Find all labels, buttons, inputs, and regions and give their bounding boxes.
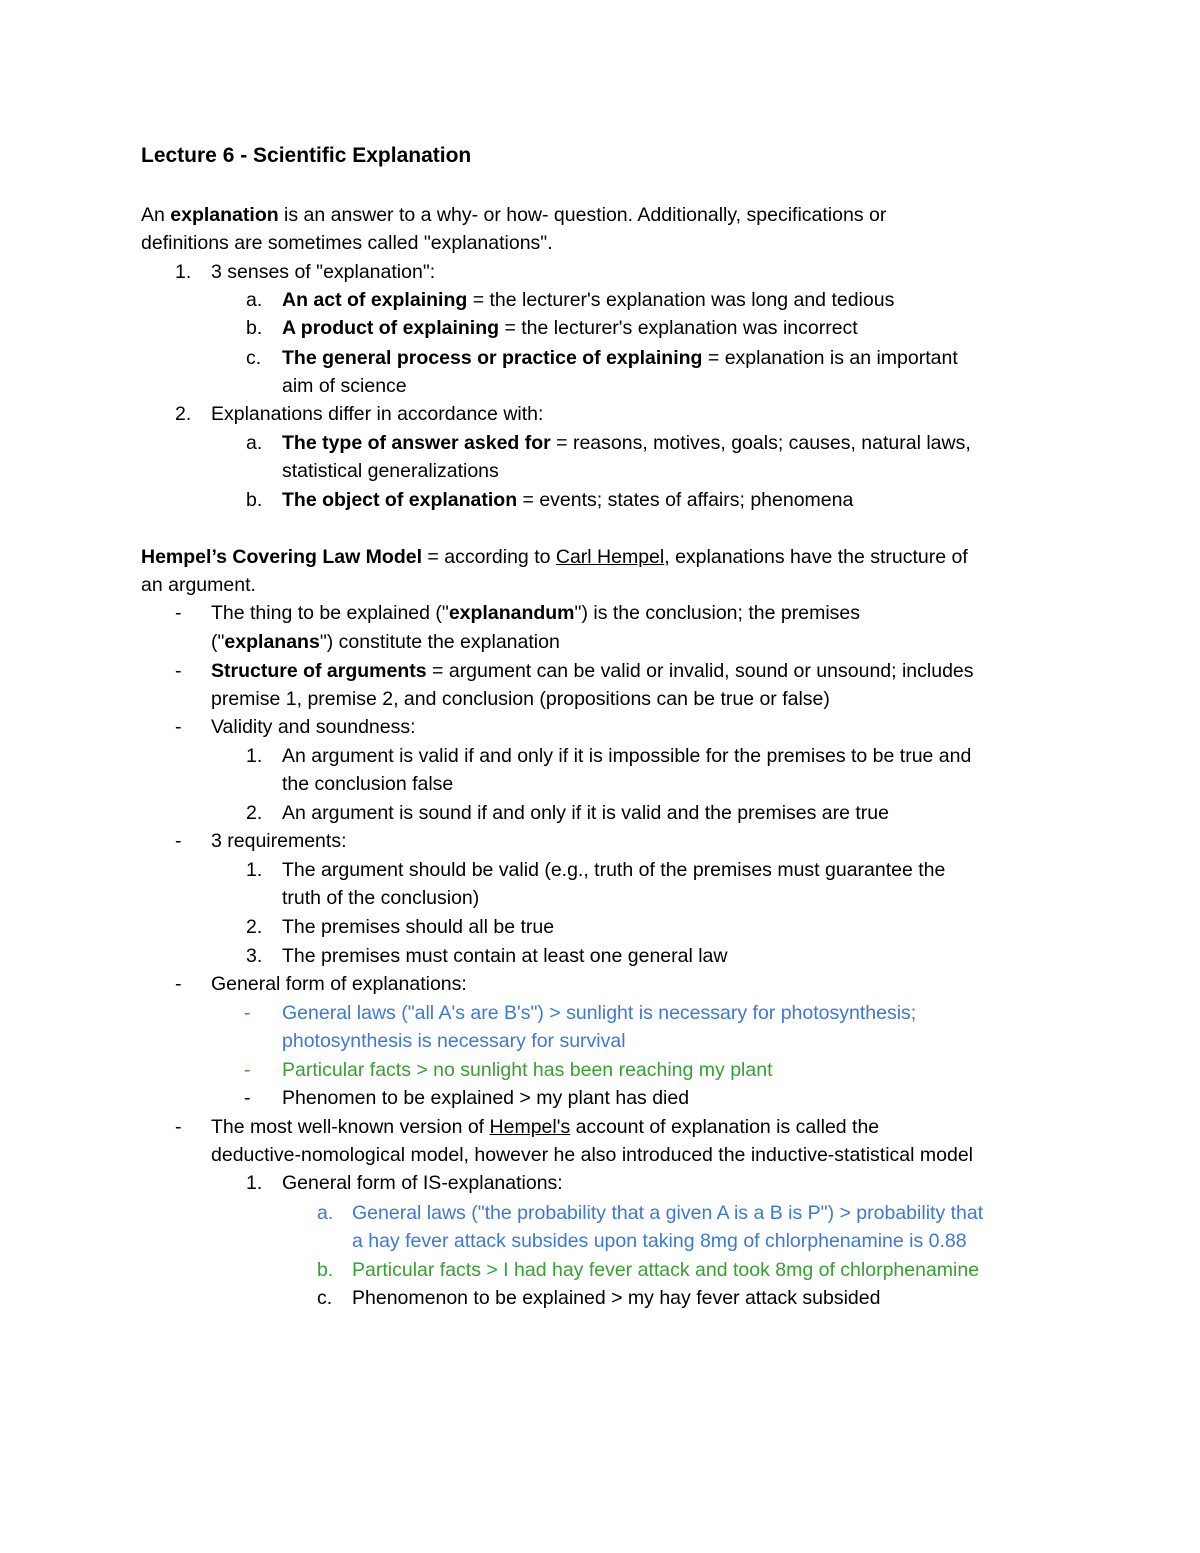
list-marker: 1. [246, 1172, 263, 1194]
text-run: = the lecturer's explanation was incorrect [499, 317, 858, 339]
bold-term: explanation [170, 204, 279, 226]
text-run: The thing to be explained (" [211, 602, 449, 624]
list-bullet: - [175, 716, 182, 738]
list-bullet: - [175, 830, 182, 852]
list-marker: 1. [175, 261, 192, 283]
bold-term: explanans [224, 631, 320, 653]
list-bullet: - [244, 1087, 251, 1109]
text-line [211, 630, 560, 654]
text-line [282, 886, 479, 910]
list-bullet: - [175, 660, 182, 682]
text-run: definitions are sometimes called "explanations". [141, 232, 553, 254]
text-run: 3 senses of "explanation": [211, 261, 436, 283]
text-run: General laws ("all A's are B's") > sunlight is necessary for photosynthesis; [282, 1002, 917, 1024]
text-run: The argument should be valid (e.g., truth of the premises must guarantee the [282, 859, 946, 881]
list-marker: 2. [246, 802, 263, 824]
underlined-name: Hempel's [489, 1116, 571, 1138]
text-run: An argument is sound if and only if it is valid and the premises are true [282, 802, 889, 824]
text-run: = argument can be valid or invalid, sound or unsound; includes [426, 660, 974, 682]
text-run: Validity and soundness: [211, 716, 416, 738]
list-marker: a. [246, 432, 263, 454]
text-run: statistical generalizations [282, 460, 499, 482]
text-line [282, 1029, 626, 1053]
list-marker: a. [246, 289, 263, 311]
text-line [211, 972, 467, 996]
list-marker: b. [317, 1259, 334, 1281]
text-line [282, 346, 958, 370]
list-marker: 1. [246, 859, 263, 881]
text-line [141, 203, 886, 227]
text-line [211, 1143, 973, 1167]
text-run: The most well-known version of [211, 1116, 490, 1138]
text-line [282, 744, 971, 768]
text-line [352, 1229, 967, 1253]
underlined-name: Carl Hempel [555, 546, 665, 568]
text-line [211, 402, 543, 426]
list-marker: 1. [246, 745, 263, 767]
text-line [141, 231, 553, 255]
text-line [282, 288, 894, 312]
list-marker: c. [246, 347, 262, 369]
text-line [282, 1086, 689, 1110]
list-bullet: - [175, 1116, 182, 1138]
text-line [211, 1115, 879, 1139]
text-run: Phenomen to be explained > my plant has died [282, 1087, 690, 1109]
list-marker: 2. [175, 403, 192, 425]
text-run: The premises must contain at least one general law [282, 945, 728, 967]
text-run: Explanations differ in accordance with: [211, 403, 544, 425]
text-line [352, 1201, 983, 1225]
text-run: deductive-nomological model, however he also introduced the inductive-statistical model [211, 1144, 973, 1166]
text-run: ") constitute the explanation [319, 631, 560, 653]
text-line [282, 1001, 916, 1025]
text-run: = events; states of affairs; phenomena [517, 489, 854, 511]
text-line [282, 488, 853, 512]
bold-term: Hempel’s Covering Law Model [141, 546, 422, 568]
text-run: General form of IS-explanations: [282, 1172, 563, 1194]
bold-term: An act of explaining [282, 289, 468, 311]
list-bullet: - [175, 973, 182, 995]
text-line [352, 1258, 979, 1282]
text-run: ") is the conclusion; the premises [574, 602, 860, 624]
text-run: account of explanation is called the [570, 1116, 880, 1138]
text-line [282, 374, 407, 398]
text-run: premise 1, premise 2, and conclusion (propositions can be true or false) [211, 688, 830, 710]
list-marker: 2. [246, 916, 263, 938]
text-run: An argument is valid if and only if it is impossible for the premises to be true and [282, 745, 972, 767]
text-run: aim of science [282, 375, 407, 397]
text-run: Particular facts > no sunlight has been reaching my plant [282, 1059, 773, 1081]
text-line [282, 316, 858, 340]
text-line [211, 659, 974, 683]
bold-term: Structure of arguments [211, 660, 427, 682]
text-line [352, 1286, 880, 1310]
text-line [282, 944, 727, 968]
text-run: 3 requirements: [211, 830, 347, 852]
text-run: Phenomenon to be explained > my hay fever attack subsided [352, 1287, 881, 1309]
text-line [211, 829, 346, 853]
bold-term: The object of explanation [282, 489, 518, 511]
list-marker: 3. [246, 945, 263, 967]
text-line [282, 858, 945, 882]
text-line [141, 573, 256, 597]
text-run: An [141, 204, 171, 226]
text-line [282, 1058, 773, 1082]
text-line [211, 260, 435, 284]
text-run: , explanations have the structure of [664, 546, 968, 568]
text-run: photosynthesis is necessary for survival [282, 1030, 626, 1052]
text-run: a hay fever attack subsides upon taking 8mg of chlorphenamine is 0.88 [352, 1230, 967, 1252]
list-marker: a. [317, 1202, 334, 1224]
text-line [282, 459, 499, 483]
text-run: = according to [422, 546, 556, 568]
list-bullet: - [175, 602, 182, 624]
bold-term: A product of explaining [282, 317, 500, 339]
text-line [282, 772, 453, 796]
text-line [282, 915, 554, 939]
text-run: General laws ("the probability that a given A is a B is P") > probability that [352, 1202, 984, 1224]
bold-term: The type of answer asked for [282, 432, 551, 454]
bold-term: explanandum [448, 602, 575, 624]
text-run: Particular facts > I had hay fever attack and took 8mg of chlorphenamine [352, 1259, 980, 1281]
text-run: General form of explanations: [211, 973, 467, 995]
list-marker: b. [246, 489, 263, 511]
text-line [282, 1171, 563, 1195]
text-run: = the lecturer's explanation was long and tedious [467, 289, 895, 311]
text-line [282, 431, 971, 455]
page-title: Lecture 6 - Scientific Explanation [141, 144, 472, 167]
text-line [141, 545, 968, 569]
bold-term: The general process or practice of explaining [282, 347, 703, 369]
text-run: (" [211, 631, 225, 653]
text-line [211, 715, 416, 739]
text-run: the conclusion false [282, 773, 454, 795]
list-marker: b. [246, 317, 263, 339]
text-run: truth of the conclusion) [282, 887, 480, 909]
text-run: an argument. [141, 574, 256, 596]
text-run: The premises should all be true [282, 916, 555, 938]
list-marker: c. [317, 1287, 333, 1309]
text-run: is an answer to a why- or how- question. Additionally, specifications or [278, 204, 887, 226]
text-run: = explanation is an important [702, 347, 958, 369]
list-bullet: - [244, 1002, 251, 1024]
text-line [282, 801, 889, 825]
text-line [211, 601, 860, 625]
text-run: = reasons, motives, goals; causes, natural laws, [550, 432, 971, 454]
text-line [211, 687, 830, 711]
list-bullet: - [244, 1059, 251, 1081]
